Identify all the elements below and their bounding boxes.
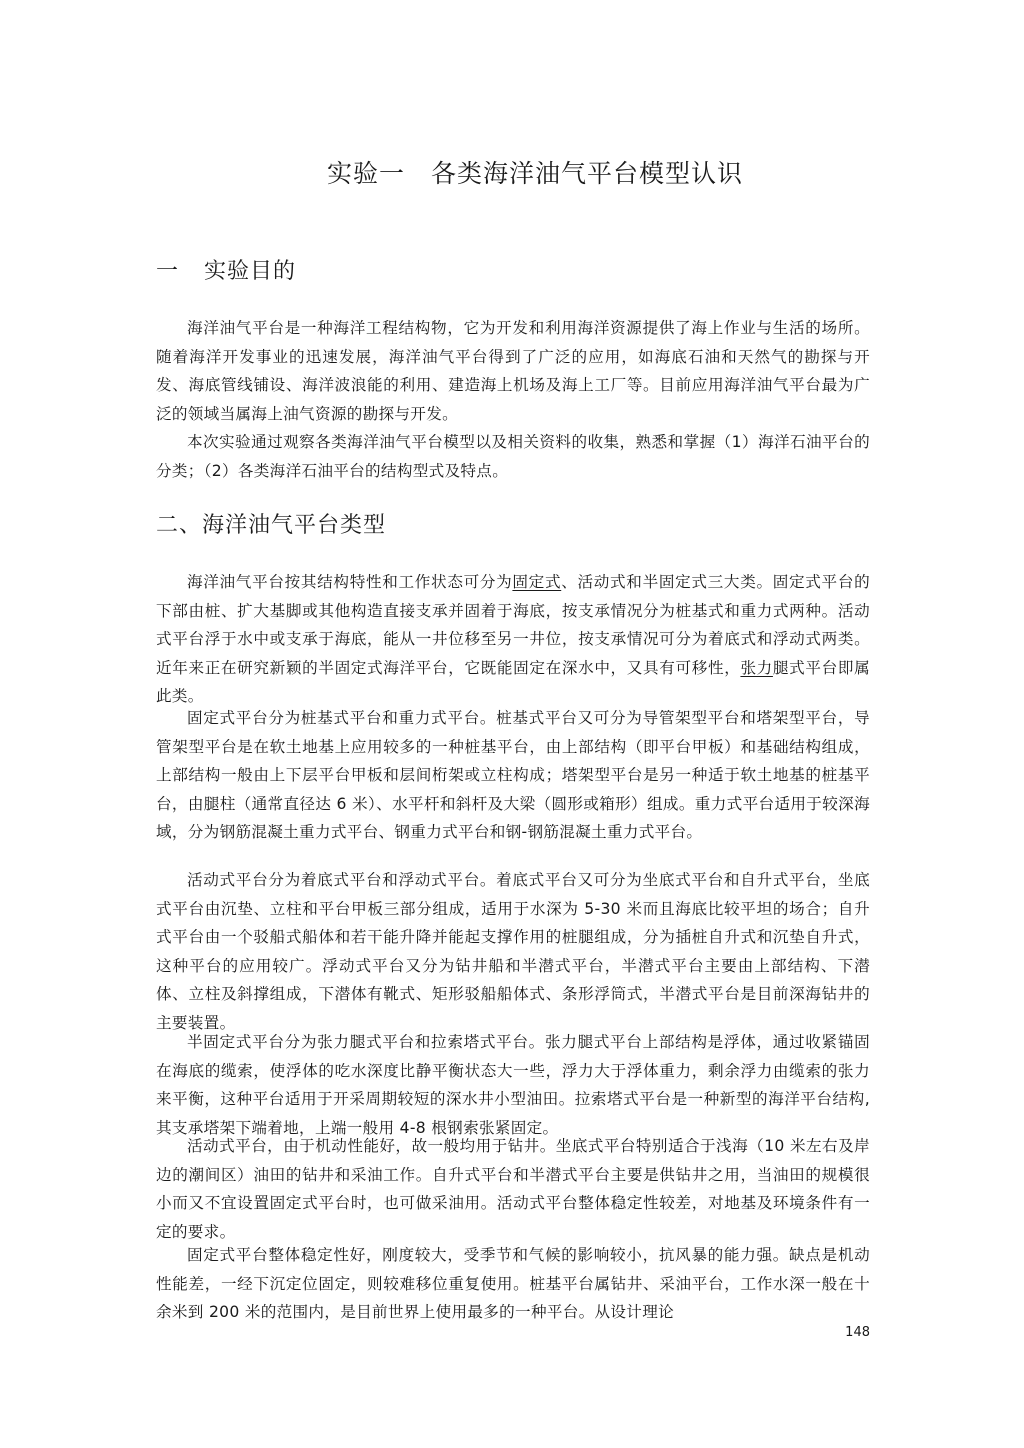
section1-title: 实验目的 [204,259,297,284]
page-number: 148 [845,1325,870,1340]
document-title [0,154,1024,190]
section2-paragraph-4: 半固定式平台分为张力腿式平台和拉索塔式平台。张力腿式平台上部结构是浮体，通过收紧锚固在海底的缆索，使浮体的吃水深度比静平衡状态大一些，浮力大于浮体重力，剩余浮力由缆索的张力来平衡，这种平台适用于开采周期较短的深水井小型油田。拉索塔式平台是一种新型的海洋平台结构,其支承塔架下端着地，上端一般用 4-8 根钢索张紧固定。 [156,1033,870,1137]
section1-paragraph-1: 海洋油气平台是一种海洋工程结构物，它为开发和利用海洋资源提供了海上作业与生活的场所。随着海洋开发事业的迅速发展，海洋油气平台得到了广泛的应用，如海底石油和天然气的勘探与开发、海底管线铺设、海洋波浪能的利用、建造海上机场及海上工厂等。目前应用海洋油气平台最为广泛的领域当属海上油气资源的勘探与开发。 [156,319,870,423]
section2-heading: 二、海洋油气平台类型 [156,513,387,538]
underlined-term-tension: 张力 [740,658,773,677]
underlined-term-fixed: 固定式 [512,573,562,591]
section2-paragraph-1 [156,568,870,711]
section2-paragraph-5: 活动式平台，由于机动性能好，故一般均用于钻井。坐底式平台特别适合于浅海（10 米左右及岸边的潮间区）油田的钻井和采油工作。自升式平台和半潜式平台主要是供钻井之用，当油田的规模很小而又不宜设置固定式平台时，也可做采油用。活动式平台整体稳定性较差，对地基及环境条件有一定的要求。 [156,1137,870,1241]
section2-paragraph-1-part-b: 、活动式和半固定式三大类。固定式平台的下部由桩、扩大基脚或其他构造直接支承并固着于海底，按支承情况分为桩基式和重力式两种。活动式平台浮于水中或支承于海底，能从一井位移至另一井位，按支承情况可分为着底式和浮动式两类。近年来正在研究新颖的半固定式海洋平台，它既能固定在深水中，又具有可移性， [156,573,870,677]
section1-heading [156,254,296,285]
section2-paragraph-2: 固定式平台分为桩基式平台和重力式平台。桩基式平台又可分为导管架型平台和塔架型平台，导管架型平台是在软土地基上应用较多的一种桩基平台，由上部结构（即平台甲板）和基础结构组成，上部结构一般由上下层平台甲板和层间桁架或立柱构成；塔架型平台是另一种适于软土地基的桩基平台，由腿柱（通常直径达 6 米）、水平杆和斜杆及大梁（圆形或箱形）组成。重力式平台适用于较深海域，分为钢筋混凝土重力式平台、钢重力式平台和钢-钢筋混凝土重力式平台。 [156,709,870,842]
section2-paragraph-3: 活动式平台分为着底式平台和浮动式平台。着底式平台又可分为坐底式平台和自升式平台，坐底式平台由沉垫、立柱和平台甲板三部分组成，适用于水深为 5-30 米而且海底比较平坦的场合；自升式平台由一个驳船式船体和若干能升降并能起支撑作用的桩腿组成，分为插桩自升式和沉垫自升式，这种平台的应用较广。浮动式平台又分为钻井船和半潜式平台，半潜式平台主要由上部结构、下潜体、立柱及斜撑组成，下潜体有靴式、矩形驳船船体式、条形浮筒式，半潜式平台是目前深海钻井的主要装置。 [156,871,870,1032]
title-experiment-number: 实验一 [326,159,405,188]
section2-paragraph-1-part-a: 海洋油气平台按其结构特性和工作状态可分为 [187,573,513,591]
section1-paragraph-2: 本次实验通过观察各类海洋油气平台模型以及相关资料的收集，熟悉和掌握（1）海洋石油平台的分类；（2）各类海洋石油平台的结构型式及特点。 [156,433,870,480]
section1-number: 一 [156,259,180,284]
title-experiment-name: 各类海洋油气平台模型认识 [431,159,744,188]
section2-paragraph-6: 固定式平台整体稳定性好，刚度较大，受季节和气候的影响较小，抗风暴的能力强。缺点是机动性能差，一经下沉定位固定，则较难移位重复使用。桩基平台属钻井、采油平台，工作水深一般在十余米到 200 米的范围内，是目前世界上使用最多的一种平台。从设计理论 [156,1246,870,1322]
section2-paragraph-1-part-c: 腿式平台即属此类。 [156,658,870,706]
